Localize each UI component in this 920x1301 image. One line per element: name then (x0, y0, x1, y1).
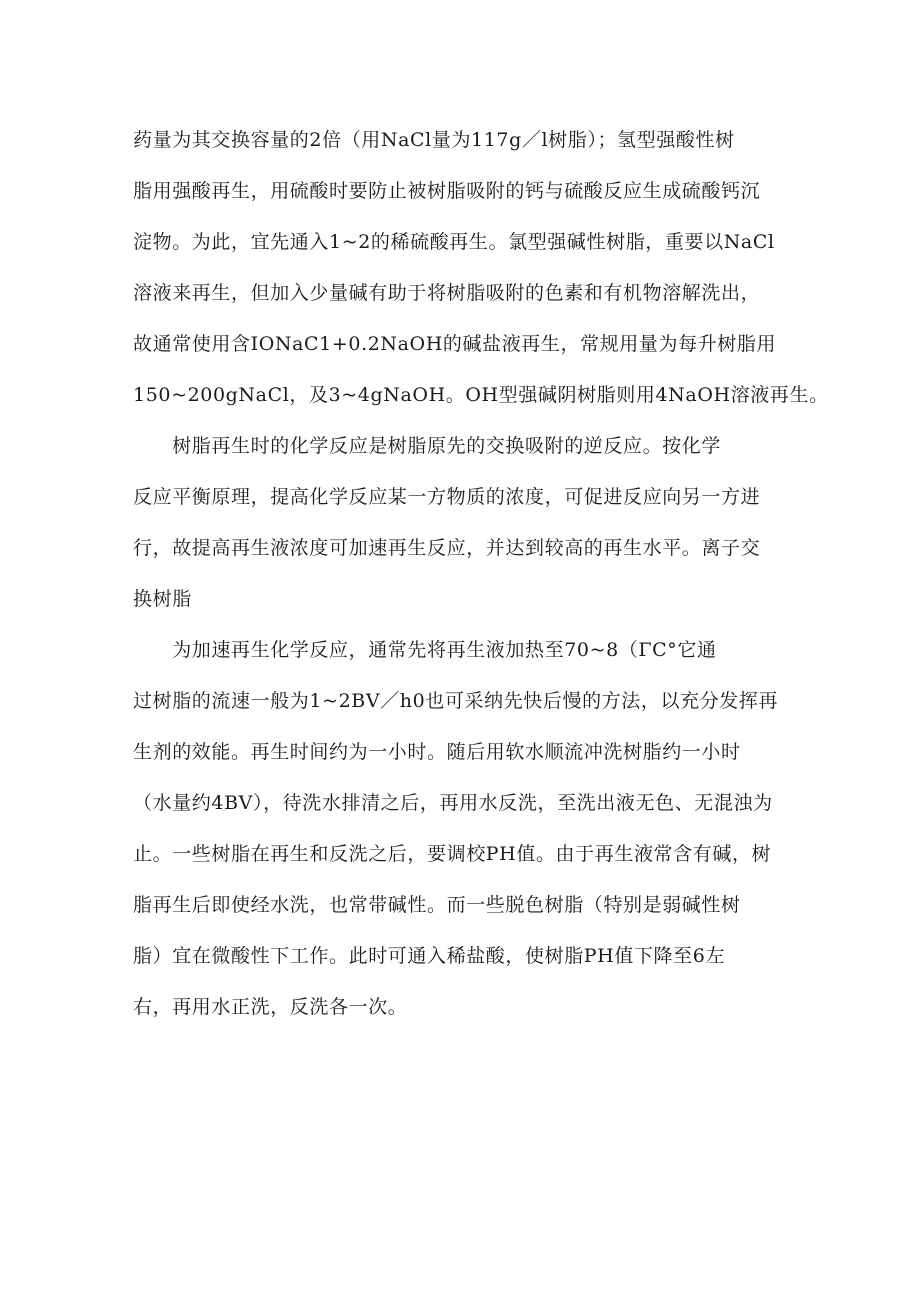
paragraph-line: 为加速再生化学反应，通常先将再生液加热至70~8（ΓC°它通 (133, 639, 717, 661)
paragraph-line: 150~200gNaCl，及3~4gNaOH。OH型强碱阴树脂则用4NaOH溶液再生。 (133, 384, 829, 406)
paragraph-line: 反应平衡原理，提高化学反应某一方物质的浓度，可促进反应向另一方进 (133, 486, 761, 508)
paragraph-1 (133, 115, 829, 421)
paragraph-line: 止。一些树脂在再生和反洗之后，要调校PH值。由于再生液常含有碱，树 (133, 843, 772, 865)
paragraph-line: 行，故提高再生液浓度可加速再生反应，并达到较高的再生水平。离子交 (133, 537, 761, 559)
paragraph-2 (133, 421, 793, 625)
paragraph-line: 故通常使用含IONaC1+0.2NaOH的碱盐液再生，常规用量为每升树脂用 (133, 333, 777, 355)
paragraph-line: 生剂的效能。再生时间约为一小时。随后用软水顺流冲洗树脂约一小时 (133, 741, 741, 763)
paragraph-line: 树脂再生时的化学反应是树脂原先的交换吸附的逆反应。按化学 (133, 435, 722, 457)
paragraph-line: 溶液来再生，但加入少量碱有助于将树脂吸附的色素和有机物溶解洗出， (133, 282, 761, 304)
paragraph-line: 脂再生后即使经水洗，也常带碱性。而一些脱色树脂（特别是弱碱性树 (133, 894, 741, 916)
paragraph-3 (133, 625, 793, 1033)
paragraph-line: 右，再用水正洗，反洗各一次。 (133, 996, 408, 1018)
paragraph-line: 脂用强酸再生，用硫酸时要防止被树脂吸附的钙与硫酸反应生成硫酸钙沉 (133, 180, 761, 202)
paragraph-line: 脂）宜在微酸性下工作。此时可通入稀盐酸，使树脂PH值下降至6左 (133, 945, 726, 967)
paragraph-line: 换树脂 (133, 588, 192, 610)
paragraph-line: 药量为其交换容量的2倍（用NaCl量为117g／l树脂）；氢型强酸性树 (133, 129, 735, 151)
paragraph-line: （水量约4BV），待洗水排清之后，再用水反洗，至洗出液无色、无混浊为 (133, 792, 773, 814)
paragraph-line: 过树脂的流速一般为1~2BV／h0也可采纳先快后慢的方法，以充分发挥再 (133, 690, 779, 712)
paragraph-line: 淀物。为此，宜先通入1~2的稀硫酸再生。氯型强碱性树脂，重要以NaCl (133, 231, 775, 253)
